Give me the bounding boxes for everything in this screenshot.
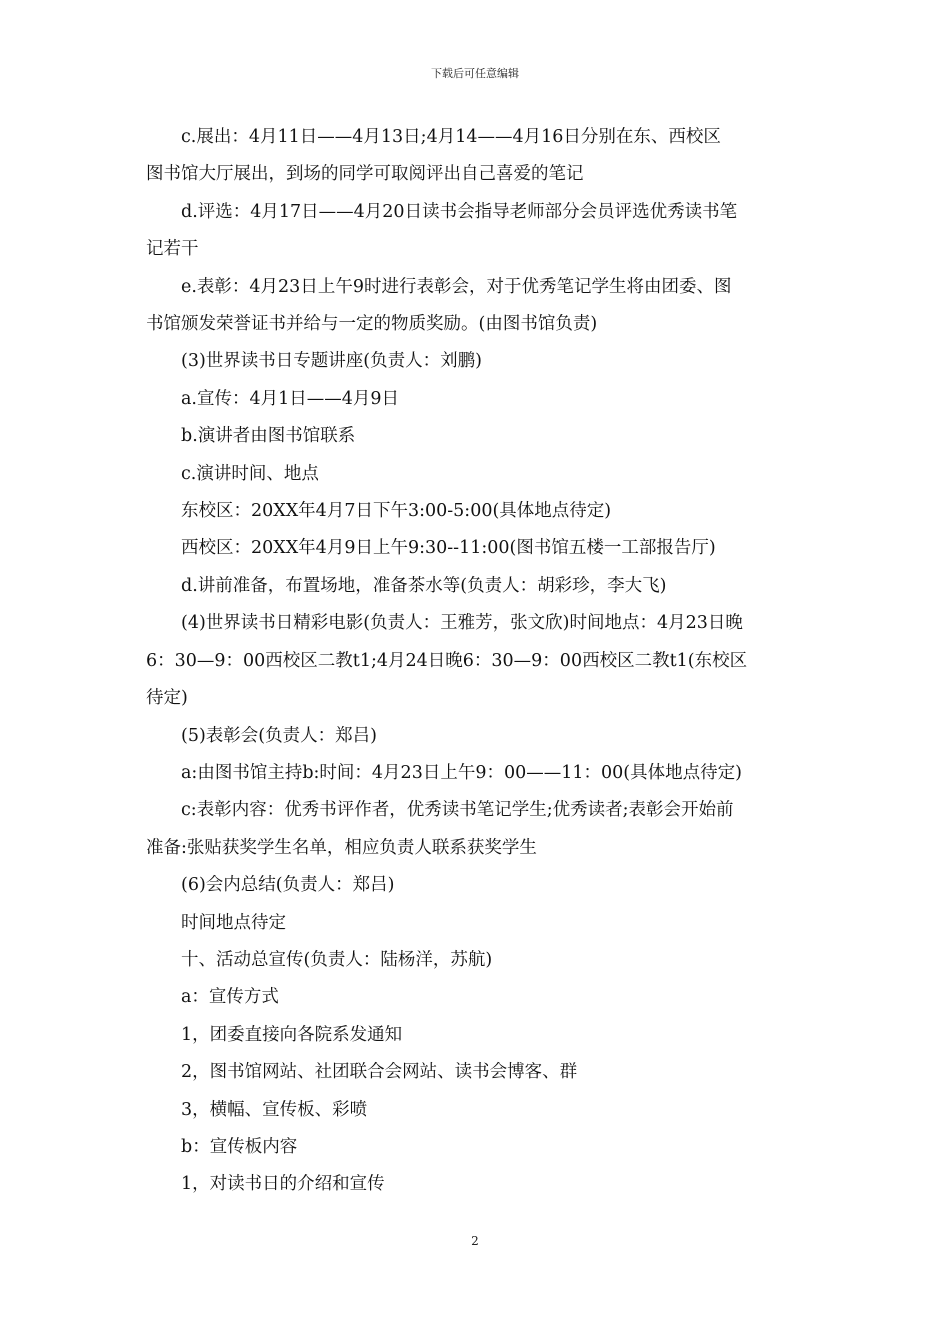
text-line: a.宣传：4月1日——4月9日 <box>181 388 400 409</box>
text-line: (6)会内总结(负责人：郑吕) <box>181 875 395 896</box>
text-line: d.讲前准备，布置场地，准备茶水等(负责人：胡彩珍，李大飞) <box>181 575 667 596</box>
text-line: b：宣传板内容 <box>181 1136 298 1157</box>
text-line: 1，对读书日的介绍和宣传 <box>181 1174 385 1195</box>
text-line: 记若干 <box>146 239 199 260</box>
text-line: 准备:张贴获奖学生名单，相应负责人联系获奖学生 <box>146 837 537 858</box>
text-line: 2，图书馆网站、社团联合会网站、读书会博客、群 <box>181 1062 578 1083</box>
text-line: 十、活动总宣传(负责人：陆杨洋，苏航) <box>181 949 493 970</box>
text-line: c.展出：4月11日——4月13日;4月14——4月16日分别在东、西校区 <box>181 127 721 147</box>
text-line: 图书馆大厅展出，到场的同学可取阅评出自己喜爱的笔记 <box>146 164 584 185</box>
text-line: (5)表彰会(负责人：郑吕) <box>181 725 377 746</box>
text-line: 书馆颁发荣誉证书并给与一定的物质奖励。(由图书馆负责) <box>146 314 598 335</box>
text-line: a:由图书馆主持b:时间：4月23日上午9：00——11：00(具体地点待定) <box>181 762 742 783</box>
text-line: 1，团委直接向各院系发通知 <box>181 1024 403 1045</box>
text-line: 西校区：20XX年4月9日上午9:30--11:00(图书馆五楼一工部报告厅) <box>181 538 716 559</box>
text-line: 时间地点待定 <box>181 912 286 933</box>
text-line: c.演讲时间、地点 <box>181 463 319 484</box>
text-line: 6：30—9：00西校区二教t1;4月24日晚6：30—9：00西校区二教t1(东校区 <box>146 650 748 671</box>
text-line: d.评选：4月17日——4月20日读书会指导老师部分会员评选优秀读书笔 <box>181 201 738 222</box>
text-line: b.演讲者由图书馆联系 <box>181 426 356 447</box>
page-number: 2 <box>471 1234 479 1248</box>
text-line: c:表彰内容：优秀书评作者，优秀读书笔记学生;优秀读者;表彰会开始前 <box>181 800 734 821</box>
text-line: 3，横幅、宣传板、彩喷 <box>181 1099 368 1120</box>
text-line: 待定) <box>146 688 188 709</box>
text-line: 东校区：20XX年4月7日下午3:00-5:00(具体地点待定) <box>181 501 612 522</box>
text-line: (3)世界读书日专题讲座(负责人：刘鹏) <box>181 351 482 372</box>
text-line: (4)世界读书日精彩电影(负责人：王雅芳，张文欣)时间地点：4月23日晚 <box>181 613 743 634</box>
text-line: e.表彰：4月23日上午9时进行表彰会，对于优秀笔记学生将由团委、图 <box>181 276 732 297</box>
text-line: a：宣传方式 <box>181 987 279 1008</box>
document-body <box>146 119 808 1204</box>
page-header: 下载后可任意编辑 <box>431 67 519 80</box>
